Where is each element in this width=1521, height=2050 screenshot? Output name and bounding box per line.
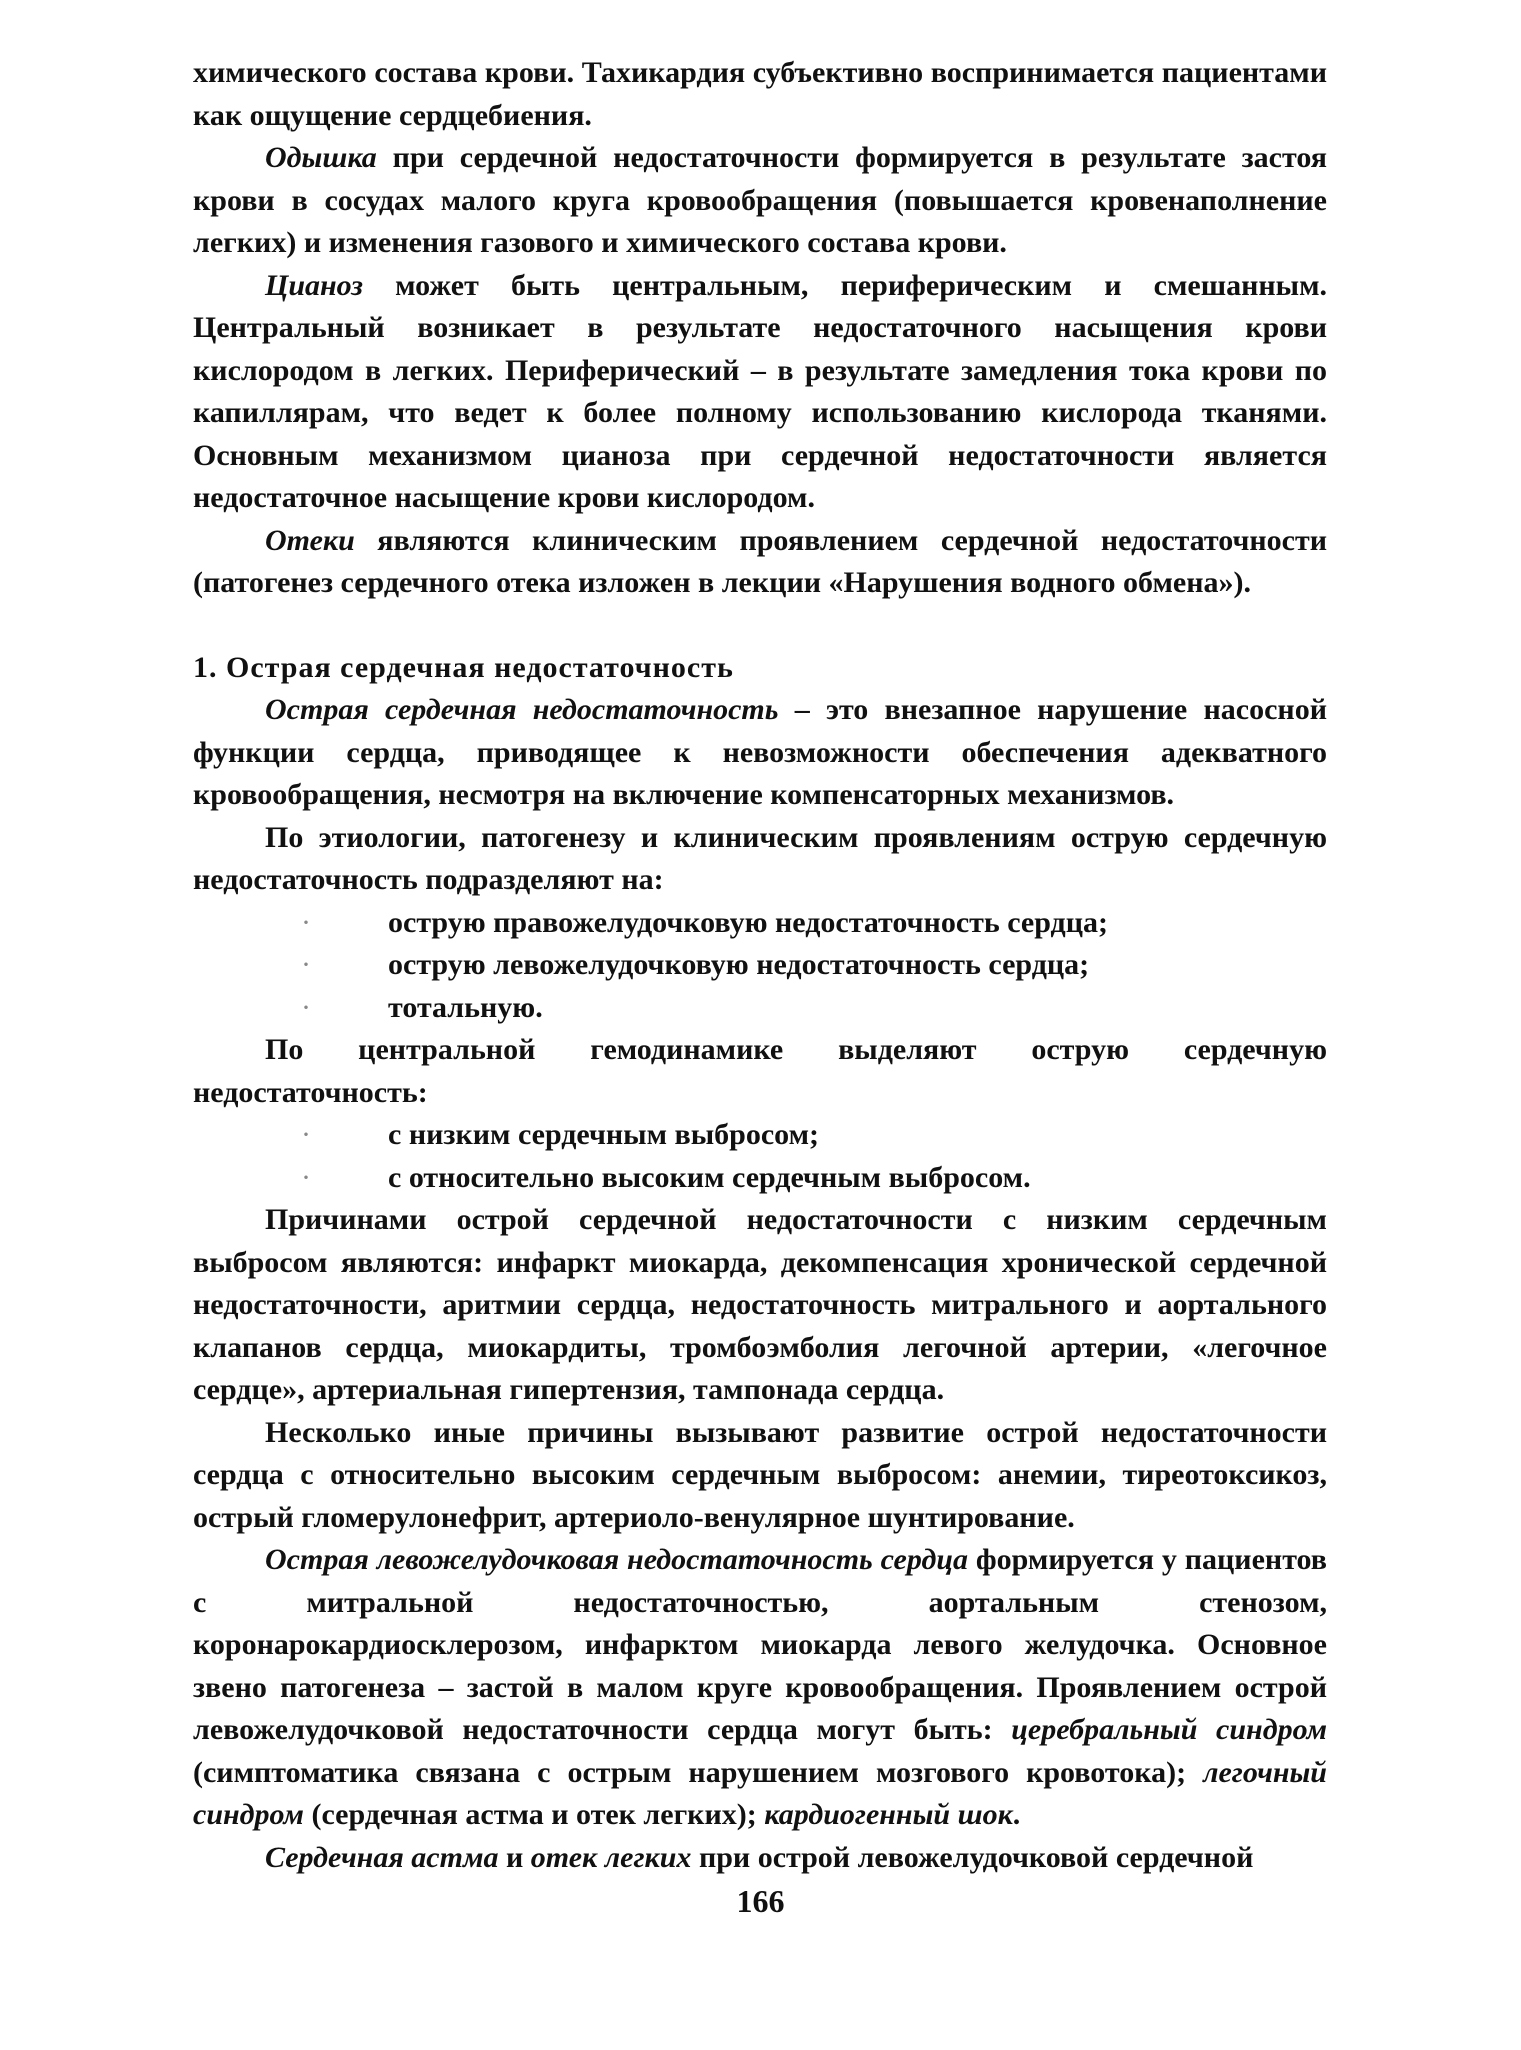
- list-item: [193, 1114, 1327, 1157]
- paragraph-text: являются клиническим проявлением сердечной недостаточности (патогенез сердечного отека изложен в лекции «Нарушения водного обмена»).: [193, 523, 1327, 599]
- page-number: 166: [736, 1883, 785, 1919]
- paragraph-text: (сердечная астма и отек легких);: [303, 1798, 765, 1831]
- term-left-ventricular-failure: Острая левожелудочковая недостаточность сердца: [265, 1543, 969, 1576]
- hemodynamics-list: [193, 1114, 1327, 1199]
- term-dyspnea: Одышка: [265, 141, 377, 174]
- list-item-text: с низким сердечным выбросом;: [388, 1118, 820, 1151]
- term-acute-heart-failure: Острая сердечная недостаточность: [265, 693, 779, 726]
- paragraph-text: формируется у пациентов с митральной недостаточностью, аортальным стенозом, коронарокардиосклерозом, инфарктом миокарда левого желудочка. Основное звено патогенеза – застой в малом круге кровообращения. Проявлением острой левожелудочковой недостаточности сердца могут быть:: [193, 1543, 1327, 1746]
- list-item-text: тотальную.: [388, 990, 543, 1024]
- bullet-icon: ·: [301, 1160, 311, 1194]
- paragraph-text: при острой левожелудочковой сердечной: [691, 1840, 1254, 1874]
- paragraph-dyspnea: [193, 137, 1327, 265]
- paragraph-left-ventricular: [193, 1539, 1327, 1837]
- paragraph-text: и: [498, 1840, 531, 1874]
- bullet-icon: ·: [301, 905, 311, 939]
- paragraph-text: может быть центральным, периферическим и смешанным. Центральный возникает в результате недостаточного насыщения крови кислородом в легких. Периферический – в результате замедления тока крови по капиллярам, что ведет к более полному использованию кислорода тканями. Основным механизмом цианоза при сердечной недостаточности является недостаточное насыщение крови кислородом.: [193, 268, 1327, 514]
- term-cerebral-syndrome: церебральный синдром: [1011, 1713, 1327, 1746]
- list-item: [193, 987, 1327, 1030]
- term-edema: Отеки: [265, 523, 355, 557]
- text-body: [193, 52, 1327, 1879]
- paragraph-text: (симптоматика связана с острым нарушением мозгового кровотока);: [193, 1755, 1204, 1789]
- list-item: [193, 902, 1327, 945]
- paragraph-cardiac-asthma: [193, 1837, 1327, 1880]
- paragraph-edema: [193, 520, 1327, 605]
- paragraph-text: химического состава крови. Тахикардия субъективно воспринимается пациентами как ощущение сердцебиения.: [193, 56, 1327, 132]
- paragraph-definition: [193, 689, 1327, 817]
- paragraph-tachycardia: [193, 52, 1327, 137]
- term-cyanosis: Цианоз: [265, 268, 363, 302]
- term-cardiogenic-shock: кардиогенный шок: [764, 1798, 1013, 1831]
- bullet-icon: ·: [301, 948, 311, 981]
- paragraph-high-output-causes: Несколько иные причины вызывают развитие острой недостаточности сердца с относительно высоким сердечным выбросом: анемии, тиреотоксикоз, острый гломерулонефрит, артериоло-венулярное шунтирование.: [193, 1415, 1327, 1534]
- list-item: [193, 944, 1327, 987]
- term-pulmonary-edema: отек легких: [530, 1840, 692, 1874]
- section-heading: 1. Острая сердечная недостаточность: [193, 650, 734, 684]
- bullet-icon: ·: [301, 990, 311, 1024]
- paragraph-text: – это внезапное нарушение насосной функции сердца, приводящее к невозможности обеспечения адекватного кровообращения, несмотря на включение компенсаторных механизмов.: [193, 693, 1327, 811]
- paragraph-hemodynamics: По центральной гемодинамике выделяют острую сердечную недостаточность:: [193, 1033, 1327, 1109]
- paragraph-text: при сердечной недостаточности формируется в результате застоя крови в сосудах малого круга кровообращения (повышается кровенаполнение легких) и изменения газового и химического состава крови.: [193, 141, 1327, 259]
- paragraph-classification: По этиологии, патогенезу и клиническим проявлениям острую сердечную недостаточность подразделяют на:: [193, 820, 1327, 896]
- list-item: [193, 1157, 1327, 1200]
- paragraph-cyanosis: [193, 265, 1327, 520]
- term-pulmonary-syndrome: легочный синдром: [193, 1755, 1327, 1831]
- bullet-icon: ·: [301, 1118, 311, 1151]
- list-item-text: с относительно высоким сердечным выбросом.: [388, 1160, 1031, 1194]
- paragraph-low-output-causes: Причинами острой сердечной недостаточности с низким сердечным выбросом являются: инфаркт миокарда, декомпенсация хронической сердечной недостаточности, аритмии сердца, недостаточность митрального и аортального клапанов сердца, миокардиты, тромбоэмболия легочной артерии, «легочное сердце», артериальная гипертензия, тампонада сердца.: [193, 1203, 1327, 1406]
- paragraph-text: .: [1012, 1798, 1021, 1831]
- list-item-text: острую правожелудочковую недостаточность сердца;: [388, 905, 1108, 939]
- list-item-text: острую левожелудочковую недостаточность сердца;: [388, 948, 1090, 981]
- classification-list: [193, 902, 1327, 1030]
- term-cardiac-asthma: Сердечная астма: [265, 1840, 499, 1874]
